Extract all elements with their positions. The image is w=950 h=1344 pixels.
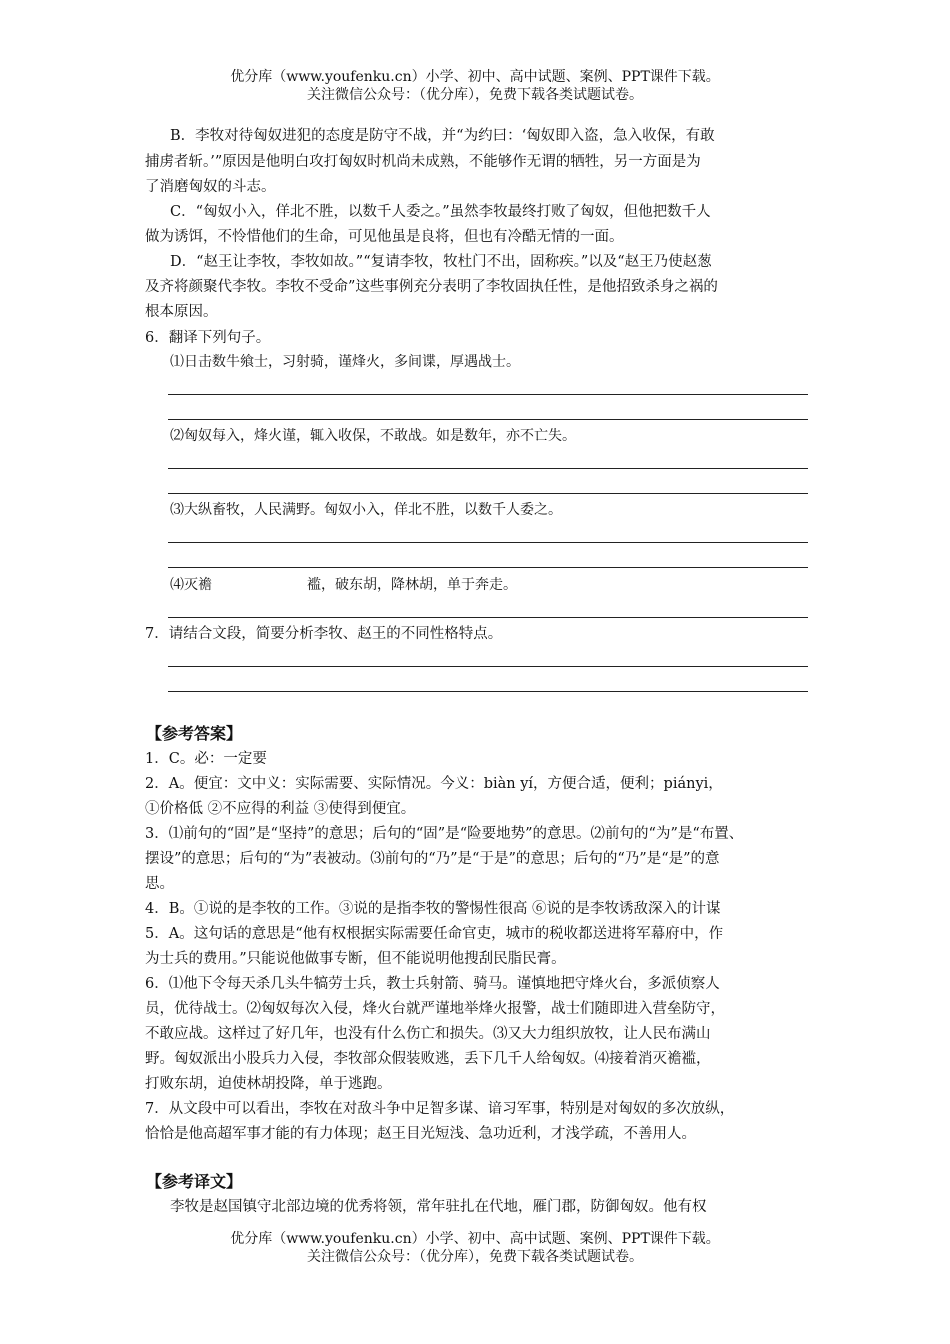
answer-6-line-4: 野。匈奴派出小股兵力入侵，李牧部众假装败逃，丢下几千人给匈奴。⑷接着消灭襜褴，: [145, 1051, 711, 1067]
answer-6-line-5: 打败东胡，迫使林胡投降，单于逃跑。: [145, 1076, 392, 1092]
option-d-line-3: 根本原因。: [145, 304, 218, 320]
option-d-line-2: 及齐将颜聚代李牧。李牧不受命”这些事例充分表明了李牧固执任性，是他招致杀身之祸的: [145, 279, 718, 295]
answer-3-line-3: 思。: [145, 876, 174, 892]
translation-paragraph: 李牧是赵国镇守北部边境的优秀将领，常年驻扎在代地，雁门郡，防御匈奴。他有权: [170, 1199, 707, 1215]
answer-5-line-1: 5．A。这句话的意思是“他有权根据实际需要任命官吏，城市的税收都送进将军幕府中，作: [145, 926, 724, 942]
footer-line-2: 关注微信公众号：（优分库），免费下载各类试题试卷。: [307, 1249, 643, 1265]
answer-7-line-2: 恰恰是他高超军事才能的有力体现；赵王目光短浅、急功近利，才浅学疏，不善用人。: [145, 1126, 696, 1142]
answers-heading: 【参考答案】: [146, 724, 243, 743]
translation-heading: 【参考译文】: [146, 1172, 243, 1191]
answer-2-line-1: 2．A。便宜：文中义：实际需要、实际情况。今义：biàn yí，方便合适，便利；piányi，: [145, 776, 723, 792]
answer-line[interactable]: [168, 567, 808, 568]
option-c-line-2: 做为诱饵，不怜惜他们的生命，可见他虽是良将，但也有冷酷无情的一面。: [145, 229, 624, 245]
question-6-sentence-3: ⑶大纵畜牧，人民满野。匈奴小入，佯北不胜，以数千人委之。: [170, 502, 562, 518]
question-7-title: 7．请结合文段，简要分析李牧、赵王的不同性格特点。: [145, 626, 503, 642]
header-line-1: 优分库（www.youfenku.cn）小学、初中、高中试题、案例、PPT课件下载。: [230, 69, 720, 85]
header-line-2: 关注微信公众号：（优分库），免费下载各类试题试卷。: [307, 87, 643, 103]
footer-line-1: 优分库（www.youfenku.cn）小学、初中、高中试题、案例、PPT课件下载。: [230, 1231, 720, 1247]
answer-line[interactable]: [168, 394, 808, 395]
answer-line[interactable]: [168, 666, 808, 667]
answer-4: 4．B。①说的是李牧的工作。③说的是指李牧的警惕性很高 ⑥说的是李牧诱敌深入的计谋: [145, 901, 721, 917]
answer-3-line-2: 摆设”的意思；后句的“为”表被动。⑶前句的“乃”是“于是”的意思；后句的“乃”是“是”的意: [145, 851, 720, 867]
answer-6-line-3: 不敢应战。这样过了好几年，也没有什么伤亡和损失。⑶又大力组织放牧，让人民布满山: [145, 1026, 711, 1042]
question-6-sentence-1: ⑴日击数牛飨士，习射骑，谨烽火，多间谍，厚遇战士。: [170, 354, 520, 370]
answer-line[interactable]: [168, 542, 808, 543]
answer-6-line-1: 6．⑴他下令每天杀几头牛犒劳士兵，教士兵射箭、骑马。谨慎地把守烽火台，多派侦察人: [145, 976, 720, 992]
page-header: [0, 68, 950, 104]
question-6-sentence-2: ⑵匈奴每入，烽火谨，辄入收保，不敢战。如是数年，亦不亡失。: [170, 428, 576, 444]
page-footer: [0, 1230, 950, 1266]
answer-line[interactable]: [168, 691, 808, 692]
answer-7-line-1: 7．从文段中可以看出，李牧在对敌斗争中足智多谋、谙习军事，特别是对匈奴的多次放纵，: [145, 1101, 735, 1117]
question-6-title: 6．翻译下列句子。: [145, 330, 271, 346]
answer-2-line-2: ①价格低 ②不应得的利益 ③使得到便宜。: [145, 801, 416, 817]
answer-line[interactable]: [168, 493, 808, 494]
option-b-line-1: B．李牧对待匈奴进犯的态度是防守不战，并“为约曰：‘匈奴即入盗，急入收保，有敢: [170, 128, 715, 144]
sentence-4-part-2: 褴，破东胡，降林胡，单于奔走。: [307, 577, 517, 593]
sentence-4-part-1: ⑷灭襜: [170, 577, 212, 593]
option-c-line-1: C．“匈奴小入，佯北不胜，以数千人委之。”虽然李牧最终打败了匈奴，但他把数千人: [170, 204, 711, 220]
question-6-sentence-4: [170, 573, 517, 597]
option-d-line-1: D．“赵王让李牧，李牧如故。”“复请李牧，牧杜门不出，固称疾。”以及“赵王乃使赵葱: [170, 254, 712, 270]
answer-line[interactable]: [168, 617, 808, 618]
answer-6-line-2: 员，优待战士。⑵匈奴每次入侵，烽火台就严谨地举烽火报警，战士们随即进入营垒防守，: [145, 1001, 725, 1017]
option-b-line-2: 捕虏者斩。’”原因是他明白攻打匈奴时机尚未成熟，不能够作无谓的牺牲，另一方面是为: [145, 154, 701, 170]
option-b-line-3: 了消磨匈奴的斗志。: [145, 179, 276, 195]
answer-1: 1．C。必：一定要: [145, 751, 267, 767]
answer-line[interactable]: [168, 419, 808, 420]
answer-3-line-1: 3．⑴前句的“固”是“坚持”的意思；后句的“固”是“险要地势”的意思。⑵前句的“为”是“布置、: [145, 826, 744, 842]
answer-5-line-2: 为士兵的费用。”只能说他做事专断，但不能说明他搜刮民脂民膏。: [145, 951, 566, 967]
answer-line[interactable]: [168, 468, 808, 469]
